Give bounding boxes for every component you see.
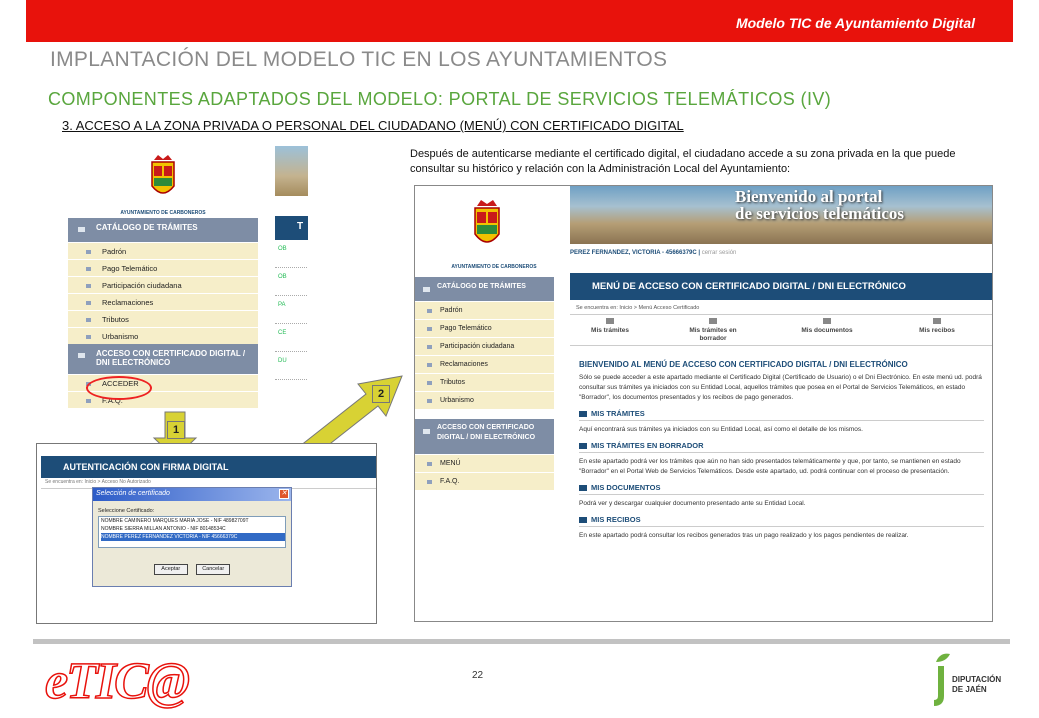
left-link[interactable]: DU	[275, 358, 308, 380]
left-access-menu	[68, 344, 258, 408]
cancel-button[interactable]: Cancelar	[196, 564, 230, 575]
tab-borrador[interactable]	[678, 318, 748, 343]
certificate-option[interactable]: NOMBRE SIERRA MILLAN ANTONIO - NIF 80148534C	[101, 526, 226, 532]
left-panel-bar: T	[275, 216, 308, 240]
menu-item-participacion[interactable]: Participación ciudadana	[68, 276, 258, 293]
left-screenshot	[68, 146, 308, 411]
user-name: PEREZ FERNANDEZ, VICTORIA - 45666379C	[570, 250, 697, 256]
tab-recibos[interactable]	[902, 318, 972, 335]
banner-title	[735, 188, 904, 222]
footer-divider	[33, 639, 1010, 644]
breadcrumb: Se encuentra en: Inicio > Menú Acceso Certificado	[570, 305, 993, 315]
menu-item-reclamaciones[interactable]: Reclamaciones	[415, 355, 554, 373]
diputacion-text	[952, 675, 1001, 695]
menu-tabs	[570, 318, 993, 346]
catalog-header: CATÁLOGO DE TRÁMITES	[415, 277, 554, 301]
portal-banner	[570, 186, 993, 244]
page-number: 22	[472, 670, 484, 681]
dialog-title	[93, 488, 291, 501]
left-banner-image	[275, 146, 308, 196]
user-info: PEREZ FERNANDEZ, VICTORIA - 45666379C | cerrar sesión	[570, 250, 737, 256]
leaf-j-icon	[930, 652, 952, 707]
coat-of-arms-icon	[472, 198, 502, 254]
auth-breadcrumb: Se encuentra en: Inicio > Acceso No Autorizado	[41, 479, 376, 489]
menu-item-tributos[interactable]: Tributos	[68, 310, 258, 327]
auth-screenshot	[36, 443, 377, 624]
highlight-circle	[86, 376, 152, 400]
banner-text: Modelo TIC de Ayuntamiento Digital	[735, 15, 975, 31]
section-heading: 3. ACCESO A LA ZONA PRIVADA O PERSONAL DEL CIUDADANO (MENÚ) CON CERTIFICADO DIGITAL	[62, 118, 684, 133]
menu-item-tributos[interactable]: Tributos	[415, 373, 554, 391]
portal-catalog-menu	[415, 277, 554, 490]
access-header: ACCESO CON CERTIFICADO DIGITAL / DNI ELECTRÓNICO	[415, 419, 554, 454]
tab-label: Mis recibos	[919, 327, 955, 334]
ayuntamiento-label: AYUNTAMIENTO DE CARBONEROS	[451, 264, 537, 270]
menu-item-faq[interactable]: F.A.Q.	[415, 472, 554, 490]
tab-documentos[interactable]	[792, 318, 862, 335]
diputacion-logo	[930, 652, 1010, 707]
auth-bar: AUTENTICACIÓN CON FIRMA DIGITAL	[41, 456, 376, 478]
section-mis-tramites[interactable]: MIS TRÁMITES	[579, 409, 984, 421]
left-link[interactable]: CE	[275, 330, 308, 352]
menu-item-faq[interactable]: F.A.Q.	[68, 391, 258, 408]
section-text: En este apartado podrá ver los trámites que aún no han sido presentados telemáticamente y que, por tanto, se mantienen en estado "Borrador" en el Portal Web de Servicios Telemáticos. Desde este apartado, ud. podrá continuar con el proceso de presentación.	[579, 458, 961, 475]
portal-screenshot	[414, 185, 993, 622]
left-link[interactable]: OB	[275, 246, 308, 268]
section-text: Podrá ver y descargar cualquier documento presentado ante su Entidad Local.	[579, 500, 806, 507]
dialog-label: Seleccione Certificado:	[98, 508, 155, 514]
dialog-title-text: Selección de certificado	[96, 490, 170, 497]
banner-line-2: de servicios telemáticos	[735, 204, 904, 223]
page-title: IMPLANTACIÓN DEL MODELO TIC EN LOS AYUNTAMIENTOS	[50, 48, 668, 71]
receipt-icon	[933, 318, 941, 324]
left-link[interactable]: PA	[275, 302, 308, 324]
certificate-option[interactable]: NOMBRE CAMINERO MARQUES MARIA JOSE - NIF 48982709T	[101, 518, 249, 524]
draft-icon	[709, 318, 717, 324]
menu-item-acceder[interactable]: ACCEDER	[68, 374, 258, 391]
main-title-bar: MENÚ DE ACCESO CON CERTIFICADO DIGITAL / DNI ELECTRÓNICO	[570, 273, 993, 300]
menu-item-menu[interactable]: MENÚ	[415, 454, 554, 472]
left-catalog-menu	[68, 218, 258, 344]
banner-line-1: Bienvenido al portal	[735, 187, 883, 206]
step-1-badge: 1	[167, 421, 185, 439]
description-text: Después de autenticarse mediante el certificado digital, el ciudadano accede a su zona privada en la que puede consultar su histórico y relación con la Administración Local del Ayuntamiento:	[410, 148, 956, 175]
section-recibos[interactable]: MIS RECIBOS	[579, 515, 984, 527]
certificate-dialog	[92, 487, 292, 587]
tab-label: Mis trámites en borrador	[689, 327, 737, 342]
folder-icon	[606, 318, 614, 324]
accept-button[interactable]: Aceptar	[154, 564, 188, 575]
menu-item-urbanismo[interactable]: Urbanismo	[68, 327, 258, 344]
welcome-title: BIENVENIDO AL MENÚ DE ACCESO CON CERTIFICADO DIGITAL / DNI ELECTRÓNICO	[579, 360, 908, 369]
top-banner	[26, 0, 1013, 42]
section-text: Aquí encontrará sus trámites ya iniciados con su Entidad Local, así como el detalle de los mismos.	[579, 426, 863, 433]
step-2-badge: 2	[372, 385, 390, 403]
tab-mis-tramites[interactable]	[575, 318, 645, 335]
diputacion-line-1: DIPUTACIÓN	[952, 675, 1002, 684]
ayuntamiento-label: AYUNTAMIENTO DE CARBONEROS	[120, 210, 206, 216]
menu-item-padron[interactable]: Padrón	[415, 301, 554, 319]
section-borrador[interactable]: MIS TRÁMITES EN BORRADOR	[579, 441, 984, 453]
logout-link[interactable]: cerrar sesión	[701, 250, 737, 256]
access-header: ACCESO CON CERTIFICADO DIGITAL / DNI ELECTRÓNICO	[68, 344, 258, 374]
menu-item-padron[interactable]: Padrón	[68, 242, 258, 259]
page-subtitle: COMPONENTES ADAPTADOS DEL MODELO: PORTAL DE SERVICIOS TELEMÁTICOS (IV)	[48, 89, 832, 109]
document-icon	[823, 318, 831, 324]
menu-item-pago[interactable]: Pago Telemático	[68, 259, 258, 276]
certificate-option-selected[interactable]: NOMBRE PEREZ FERNANDEZ VICTORIA - NIF 45666379C	[101, 533, 285, 541]
close-icon[interactable]: ✕	[279, 489, 289, 499]
welcome-content	[579, 360, 984, 541]
coat-of-arms-icon	[148, 154, 178, 202]
tab-label: Mis trámites	[591, 327, 629, 334]
section-documentos[interactable]: MIS DOCUMENTOS	[579, 483, 984, 495]
menu-item-pago[interactable]: Pago Telemático	[415, 319, 554, 337]
menu-item-urbanismo[interactable]: Urbanismo	[415, 391, 554, 409]
section-text: En este apartado podrá consultar los recibos generados tras un pago realizado y los pagos pendientes de realizar.	[579, 532, 909, 539]
etica-logo: eTIC@	[45, 653, 189, 710]
menu-item-reclamaciones[interactable]: Reclamaciones	[68, 293, 258, 310]
welcome-text: Sólo se puede acceder a este apartado mediante el Certificado Digital (Certificado de Usuario) o el Dni Electrónico. En este menú ud. podrá consultar sus trámites ya iniciados con su Entidad Local, aquellos trámites que posea en el Portal de Servicios Telemáticos, en estado "Borrador", los documentos presentados y los recibos de pago generados.	[579, 374, 982, 401]
tab-label: Mis documentos	[801, 327, 853, 334]
left-link[interactable]: OB	[275, 274, 308, 296]
catalog-header: CATÁLOGO DE TRÁMITES	[68, 218, 258, 242]
diputacion-line-2: DE JAÉN	[952, 685, 987, 694]
certificate-list[interactable]	[98, 516, 286, 548]
menu-item-participacion[interactable]: Participación ciudadana	[415, 337, 554, 355]
